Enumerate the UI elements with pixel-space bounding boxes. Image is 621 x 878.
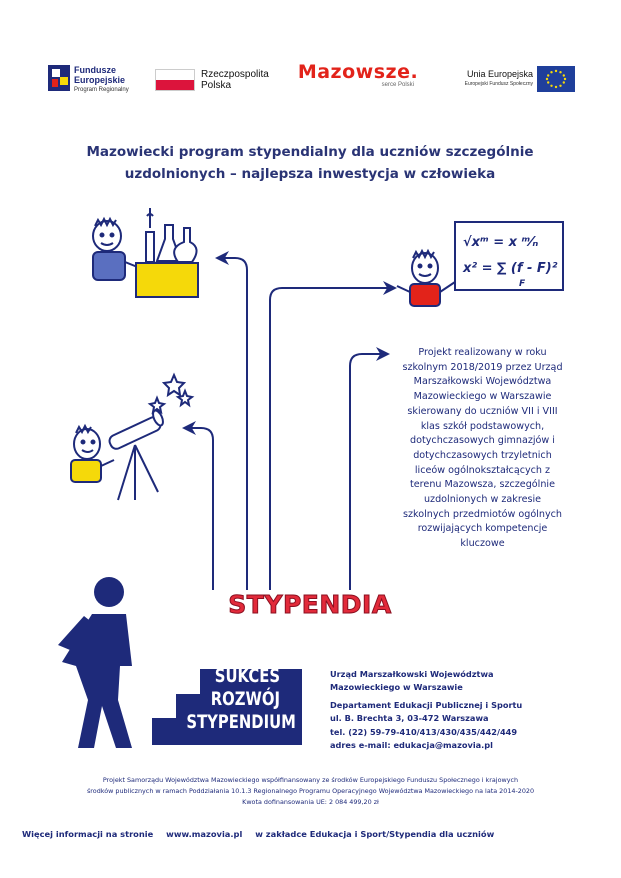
title-line-2: uzdolnionych – najlepsza inwestycja w człowieka <box>124 166 496 182</box>
description-line: liceów ogólnokształcących z <box>414 464 551 476</box>
description-line: rozwijających kompetencje <box>417 523 548 535</box>
mazovia-link[interactable]: www.mazovia.pl <box>166 829 243 839</box>
contact-dept: Departament Edukacji Publicznej i Sportu <box>330 699 523 710</box>
mazowsze-tagline: serce Polski <box>381 82 414 88</box>
rp-label-1: Rzeczpospolita <box>201 69 269 80</box>
project-description <box>390 346 575 552</box>
description-line: skierowany do uczniów VII i VIII <box>407 405 558 417</box>
fe-label-2: Europejskie <box>74 75 126 85</box>
arrow-to-math <box>270 288 390 590</box>
funding-line-2: środków publicznych w ramach Poddziałania 10.1.3 Regionalnego Programu Operacyjnego Województwa Mazowieckiego na lata 2014-2020 <box>86 787 535 795</box>
contact-address: ul. B. Brechta 3, 03-472 Warszawa <box>330 713 489 724</box>
fe-label-1: Fundusze <box>74 65 116 75</box>
description-line: dotychczasowych trzyletnich <box>413 449 552 461</box>
arrow-lines <box>189 258 390 590</box>
formula-line-2: x² = ∑ (f - F)² <box>463 261 558 276</box>
walking-figure-icon <box>58 577 132 748</box>
formula-line-1: √xᵐ = x ᵐ⁄ₙ <box>463 235 539 250</box>
star-icon <box>164 375 184 395</box>
brand-line-2: ROZWÓJ <box>210 688 280 710</box>
description-line: szkolnym 2018/2019 przez Urząd <box>402 361 563 373</box>
ue-label-1: Unia Europejska <box>466 69 533 79</box>
contact-org-1: Urząd Marszałkowski Województwa <box>330 669 494 679</box>
contact-email: adres e-mail: edukacja@mazovia.pl <box>330 740 493 751</box>
fe-label-3: Program Regionalny <box>74 87 129 93</box>
section-path: w zakładce Edukacja i Sport/Stypendia dla uczniów <box>255 829 495 839</box>
arrow-to-chemist <box>222 258 247 590</box>
description-line: dotychczasowych gimnazjów i <box>410 435 555 447</box>
arrow-to-description <box>350 354 383 590</box>
description-line: uzdolnionych w zakresie <box>423 494 542 506</box>
funding-note <box>20 775 601 808</box>
contact-block <box>330 668 590 752</box>
funding-line-3: Kwota dofinansowania UE: 2 084 499,20 zł <box>242 798 379 806</box>
description-line: Mazowieckiego w Warszawie <box>413 391 552 403</box>
title-line-1: Mazowiecki program stypendialny dla uczniów szczególnie <box>86 144 534 160</box>
brand-slogan <box>186 665 296 734</box>
contact-tel: tel. (22) 59-79-410/413/430/435/442/449 <box>330 726 518 737</box>
description-line: Marszałkowski Województwa <box>413 376 552 388</box>
stypendia-heading: STYPENDIA <box>228 590 392 619</box>
description-line: Projekt realizowany w roku <box>418 347 547 358</box>
ue-label-2: Europejski Fundusz Społeczny <box>464 81 533 87</box>
description-line: kluczowe <box>460 538 505 550</box>
arrow-to-astronomer <box>189 428 213 590</box>
brand-line-3: STYPENDIUM <box>186 711 296 733</box>
more-info-label: Więcej informacji na stronie <box>22 829 154 839</box>
astronomer-figure <box>71 375 192 500</box>
rp-label-2: Polska <box>201 80 232 91</box>
more-info-line <box>22 829 602 839</box>
description-line: szkolnych przedmiotów ogólnych <box>402 508 563 520</box>
funding-line-1: Projekt Samorządu Województwa Mazowieckiego współfinansowany ze środków Europejskiego Funduszu Społecznego i krajowych <box>102 776 519 784</box>
description-line: terenu Mazowsza, szczególnie <box>410 479 555 491</box>
contact-org-2: Mazowieckiego w Warszawie <box>330 682 463 693</box>
description-line: klas szkół podstawowych, <box>420 420 545 432</box>
mazowsze-wordmark: Mazowsze. <box>297 61 419 83</box>
formula-line-3: F <box>519 279 526 289</box>
chemist-figure <box>93 208 198 297</box>
brand-line-1: SUKCES <box>214 665 280 687</box>
